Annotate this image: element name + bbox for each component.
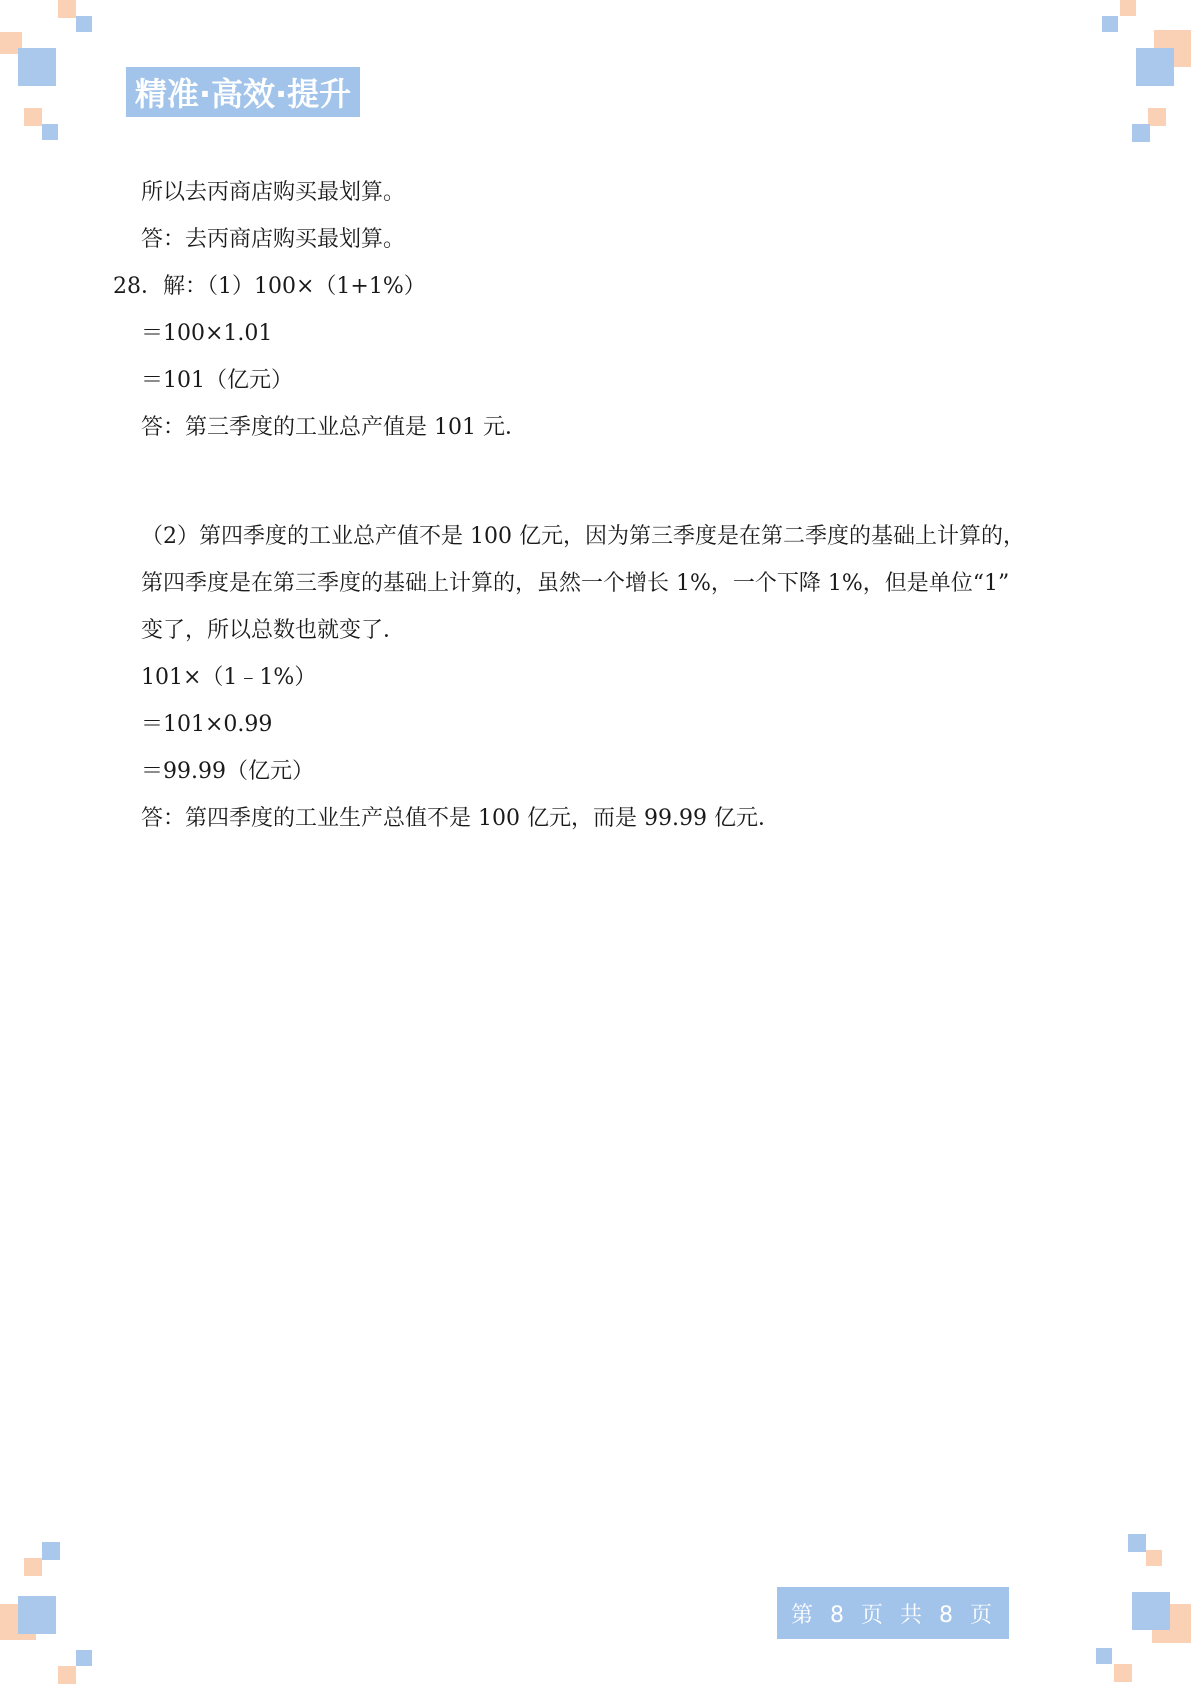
decor-square — [1132, 1592, 1170, 1630]
decor-square — [1128, 1534, 1146, 1552]
decor-square — [42, 1542, 60, 1560]
equation-line: ＝99.99（亿元） — [141, 759, 314, 784]
decor-square — [1146, 1550, 1162, 1566]
brand-title: 精准·高效·提升 — [134, 75, 352, 113]
decor-square — [76, 16, 92, 32]
decor-square — [58, 0, 76, 18]
text-line: （2）第四季度的工业总产值不是 100 亿元，因为第三季度是在第二季度的基础上计算的， — [141, 524, 1025, 549]
decor-square — [18, 1596, 56, 1634]
answer-line: 答：第三季度的工业总产值是 101 元． — [141, 415, 527, 440]
question-number-line: 28．解：（1）100×（1+1%） — [113, 274, 426, 299]
decor-square — [1120, 0, 1136, 16]
decor-square — [1102, 16, 1118, 32]
page-indicator-banner — [777, 1587, 1009, 1639]
equation-line: ＝101×0.99 — [141, 712, 273, 737]
equation-line: ＝101（亿元） — [141, 368, 293, 393]
decor-square — [42, 124, 58, 140]
decor-square — [58, 1666, 76, 1684]
decor-square — [1132, 124, 1150, 142]
decor-square — [18, 48, 56, 86]
decor-square — [76, 1650, 92, 1666]
answer-line: 答：第四季度的工业生产总值不是 100 亿元，而是 99.99 亿元． — [141, 806, 780, 831]
decor-square — [1114, 1664, 1132, 1682]
decor-square — [1148, 108, 1166, 126]
decor-square — [1136, 48, 1174, 86]
equation-line: 101×（1﹣1%） — [141, 665, 317, 690]
brand-banner — [126, 67, 360, 117]
text-line: 第四季度是在第三季度的基础上计算的，虽然一个增长 1%，一个下降 1%，但是单位“1” — [141, 571, 1010, 596]
text-line: 变了，所以总数也就变了． — [141, 618, 406, 643]
text-line: 所以去丙商店购买最划算。 — [141, 180, 406, 205]
equation-line: ＝100×1.01 — [141, 321, 273, 346]
decor-square — [1096, 1648, 1112, 1664]
text-line: 答：去丙商店购买最划算。 — [141, 227, 406, 252]
decor-square — [24, 108, 42, 126]
decor-square — [24, 1558, 42, 1576]
page-indicator: 第 8 页 共 8 页 — [791, 1602, 995, 1628]
